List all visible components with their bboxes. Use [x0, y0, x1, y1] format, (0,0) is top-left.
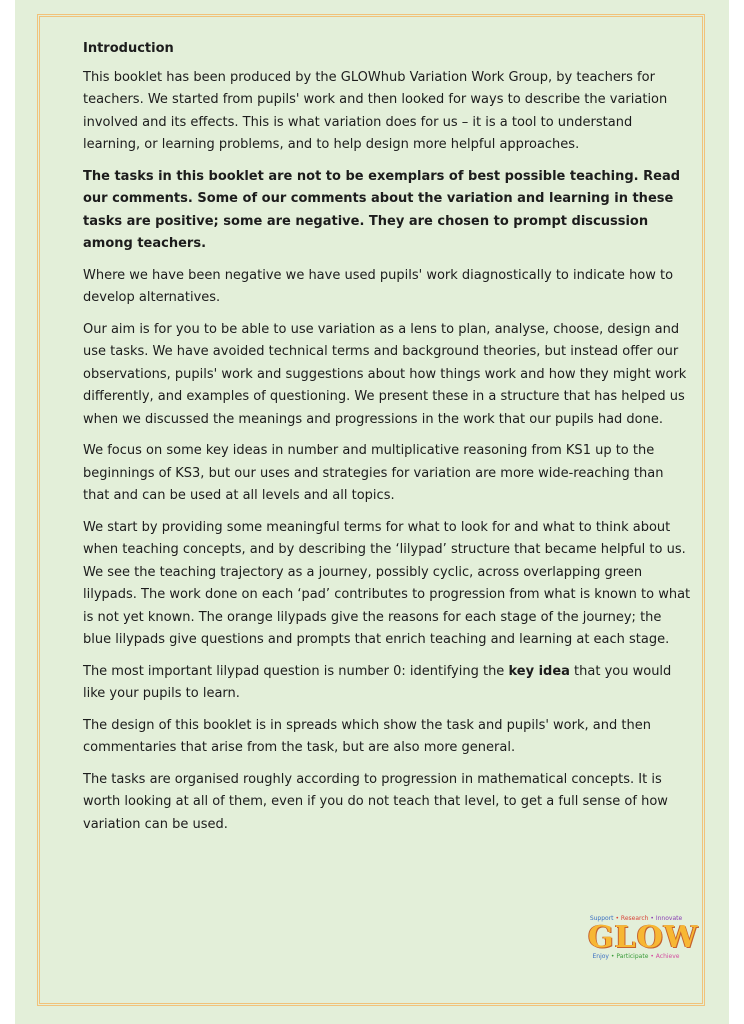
logo-wordmark: GLOW: [588, 920, 699, 955]
key-idea-text-before: The most important lilypad question is number 0: identifying the: [83, 663, 509, 679]
logo-tag-sep: •: [650, 915, 654, 922]
key-idea-bold: key idea: [508, 663, 570, 679]
paragraph-key-idea: [83, 661, 691, 706]
paragraph-disclaimer: The tasks in this booklet are not to be exemplars of best possible teaching. Read our comments. Some of our comments about the variation and learning in these tasks are positive; some are negative. They are chosen to prompt discussion among teachers.: [83, 168, 681, 251]
logo-tag-sep: •: [650, 953, 654, 960]
logo-tag-research: Research: [620, 915, 649, 922]
paragraph-organisation: The tasks are organised roughly according to progression in mathematical concepts. It is worth looking at all of them, even if you do not teach that level, to get a full sense of how variation can be used.: [83, 771, 668, 832]
logo-tag-achieve: Achieve: [655, 953, 680, 960]
logo-tag-enjoy: Enjoy: [592, 953, 609, 960]
logo-tagline-bottom: [588, 953, 684, 961]
logo-tag-participate: Participate: [616, 953, 649, 960]
logo-tag-support: Support: [589, 915, 614, 922]
paragraph-focus: We focus on some key ideas in number and multiplicative reasoning from KS1 up to the beginnings of KS3, but our uses and strategies for variation are more wide-reaching than that and can be used at all levels and all topics.: [83, 443, 664, 503]
paragraph-intro: This booklet has been produced by the GLOWhub Variation Work Group, by teachers for teachers. We started from pupils' work and then looked for ways to describe the variation involved and its effects. This is what variation does for us – it is a tool to understand learning, or learning problems, and to help design more helpful approaches.: [83, 69, 668, 152]
logo-tag-innovate: Innovate: [655, 915, 683, 922]
document-body: [83, 38, 691, 845]
paragraph-aim: Our aim is for you to be able to use variation as a lens to plan, analyse, choose, design and use tasks. We have avoided technical terms and background theories, but instead offer our observations, pupils' work and suggestions about how things work and how they might work differently, and examples of questioning. We present these in a structure that has helped us when we discussed the meanings and progressions in the work that our pupils had done.: [83, 321, 687, 427]
key-idea-text-after: that you would like your pupils to learn.: [83, 663, 672, 701]
paragraph-diagnostic: Where we have been negative we have used pupils' work diagnostically to indicate how to develop alternatives.: [83, 267, 674, 305]
glow-logo: [588, 915, 699, 967]
section-heading: Introduction: [83, 41, 174, 56]
paragraph-lilypad: We start by providing some meaningful terms for what to look for and what to think about when teaching concepts, and by describing the ‘lilypad’ structure that became helpful to us. We see the teaching trajectory as a journey, possibly cyclic, across overlapping green lilypads. The work done on each ‘pad’ contributes to progression from what is known to what is not yet known. The orange lilypads give the reasons for each stage of the journey; the blue lilypads give questions and prompts that enrich teaching and learning at each stage.: [83, 519, 691, 647]
logo-tag-sep: •: [615, 915, 619, 922]
logo-tag-sep: •: [610, 953, 615, 960]
document-page: [15, 0, 729, 1024]
paragraph-design: The design of this booklet is in spreads which show the task and pupils' work, and then commentaries that arise from the task, but are also more general.: [83, 717, 651, 755]
